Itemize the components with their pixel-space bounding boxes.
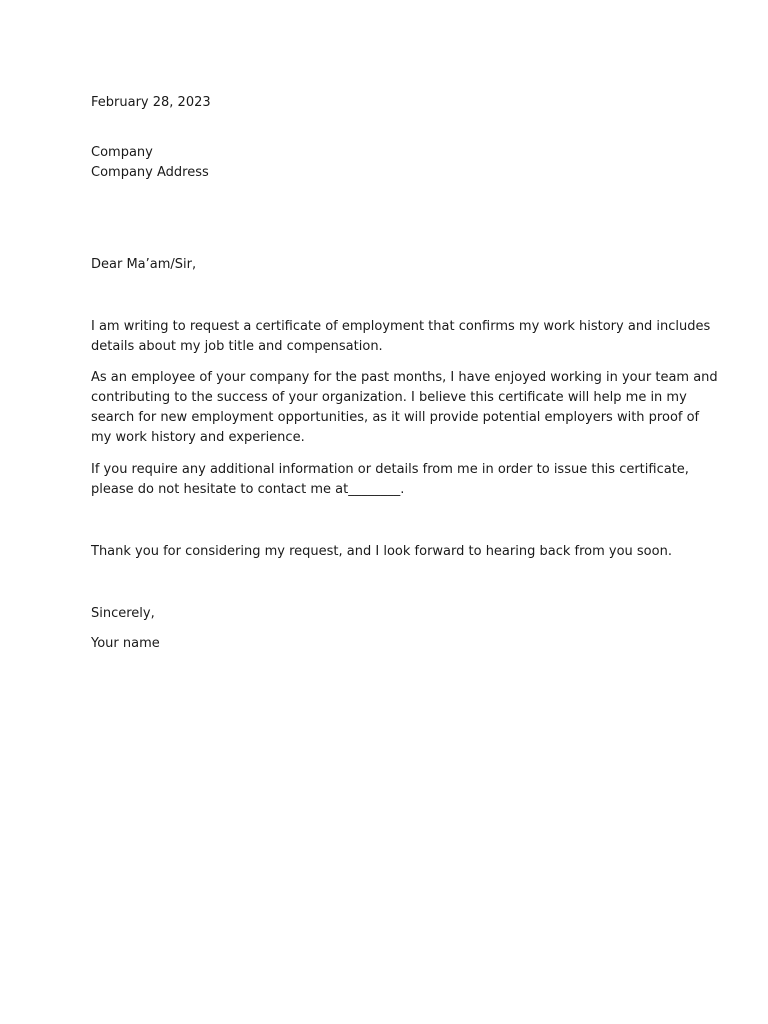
paragraph-3-line: please do not hesitate to contact me at________. <box>91 482 405 497</box>
paragraph-1 <box>91 317 711 357</box>
recipient-address: Company Address <box>91 165 209 180</box>
paragraph-2-line: my work history and experience. <box>91 430 305 445</box>
paragraph-4 <box>91 542 691 562</box>
salutation: Dear Ma’am/Sir, <box>91 257 197 272</box>
paragraph-1-line: details about my job title and compensation. <box>91 339 383 354</box>
recipient-company: Company <box>91 145 153 160</box>
paragraph-3 <box>91 460 691 500</box>
paragraph-4-line: Thank you for considering my request, and I look forward to hearing back from you soon. <box>91 544 672 559</box>
paragraph-2-line: search for new employment opportunities, as it will provide potential employers with proof of <box>91 410 700 425</box>
letter-date: February 28, 2023 <box>91 95 211 110</box>
paragraph-2-line: As an employee of your company for the past months, I have enjoyed working in your team and <box>91 370 718 385</box>
paragraph-2 <box>91 368 718 448</box>
paragraph-1-line: I am writing to request a certificate of employment that confirms my work history and includes <box>91 319 711 334</box>
paragraph-2-line: contributing to the success of your organization. I believe this certificate will help me in my <box>91 390 687 405</box>
signature-name: Your name <box>91 636 160 651</box>
closing: Sincerely, <box>91 606 155 621</box>
paragraph-3-line: If you require any additional information or details from me in order to issue this certificate, <box>91 462 689 477</box>
